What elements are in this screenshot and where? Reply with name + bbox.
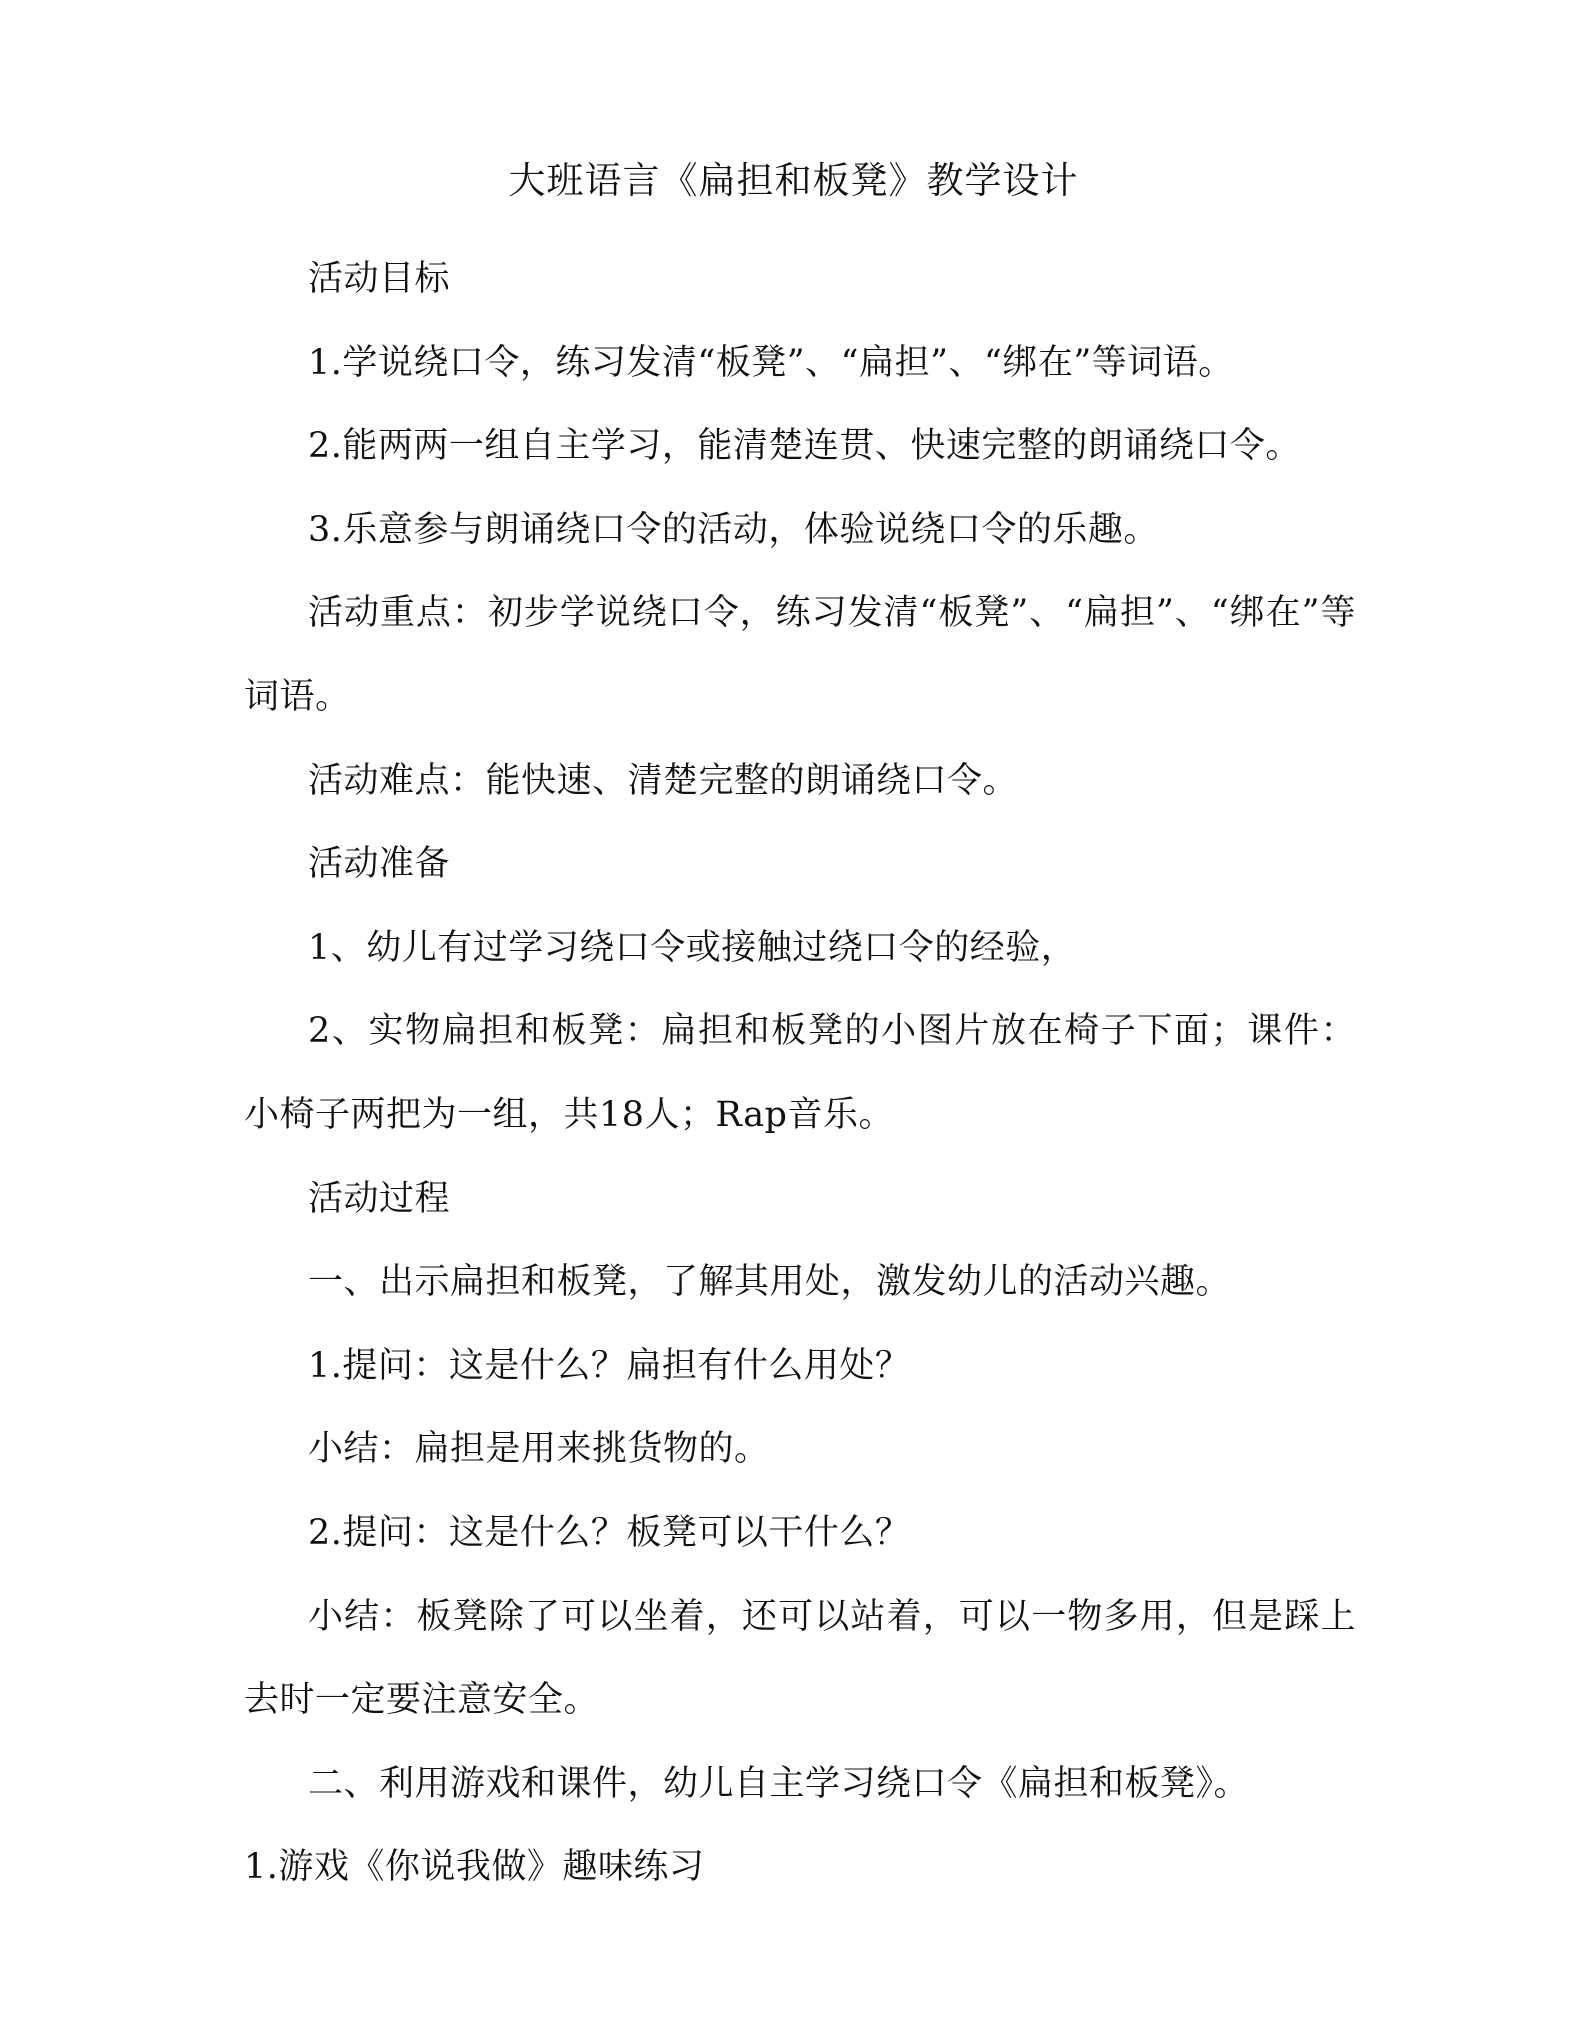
- section-heading-process: 活动过程: [308, 1178, 451, 1219]
- key-point: 活动重点：初步学说绕口令，练习发清“板凳”、“扁担”、“绑在”等词语。: [244, 593, 1356, 717]
- document-body: [244, 238, 1356, 1910]
- goal-item-2: 2.能两两一组自主学习，能清楚连贯、快速完整的朗诵绕口令。: [308, 426, 1301, 467]
- summary-1: 小结：扁担是用来挑货物的。: [308, 1429, 770, 1470]
- game-item-1: 1.游戏《你说我做》趣味练习: [244, 1847, 705, 1888]
- goal-item-1: 1.学说绕口令，练习发清“板凳”、“扁担”、“绑在”等词语。: [308, 342, 1234, 383]
- process-step-2: 二、利用游戏和课件，幼儿自主学习绕口令《扁担和板凳》。: [308, 1763, 1250, 1804]
- question-2: 2.提问：这是什么？板凳可以干什么？: [308, 1512, 911, 1553]
- process-step-1: 一、出示扁担和板凳，了解其用处，激发幼儿的活动兴趣。: [308, 1262, 1232, 1303]
- summary-2: 小结：板凳除了可以坐着，还可以站着，可以一物多用，但是踩上去时一定要注意安全。: [244, 1596, 1356, 1721]
- section-heading-goals: 活动目标: [308, 259, 451, 299]
- document-title: 大班语言《扁担和板凳》教学设计: [508, 159, 1079, 202]
- preparation-item-1: 1、幼儿有过学习绕口令或接触过绕口令的经验，: [308, 927, 1077, 968]
- goal-item-3: 3.乐意参与朗诵绕口令的活动，体验说绕口令的乐趣。: [308, 509, 1159, 550]
- section-heading-preparation: 活动准备: [308, 844, 451, 885]
- difficulty: 活动难点：能快速、清楚完整的朗诵绕口令。: [308, 760, 1019, 801]
- question-1: 1.提问：这是什么？扁担有什么用处？: [308, 1345, 911, 1386]
- preparation-item-2: 2、实物扁担和板凳：扁担和板凳的小图片放在椅子下面；课件：小椅子两把为一组，共18人；Rap音乐。: [244, 1011, 1356, 1135]
